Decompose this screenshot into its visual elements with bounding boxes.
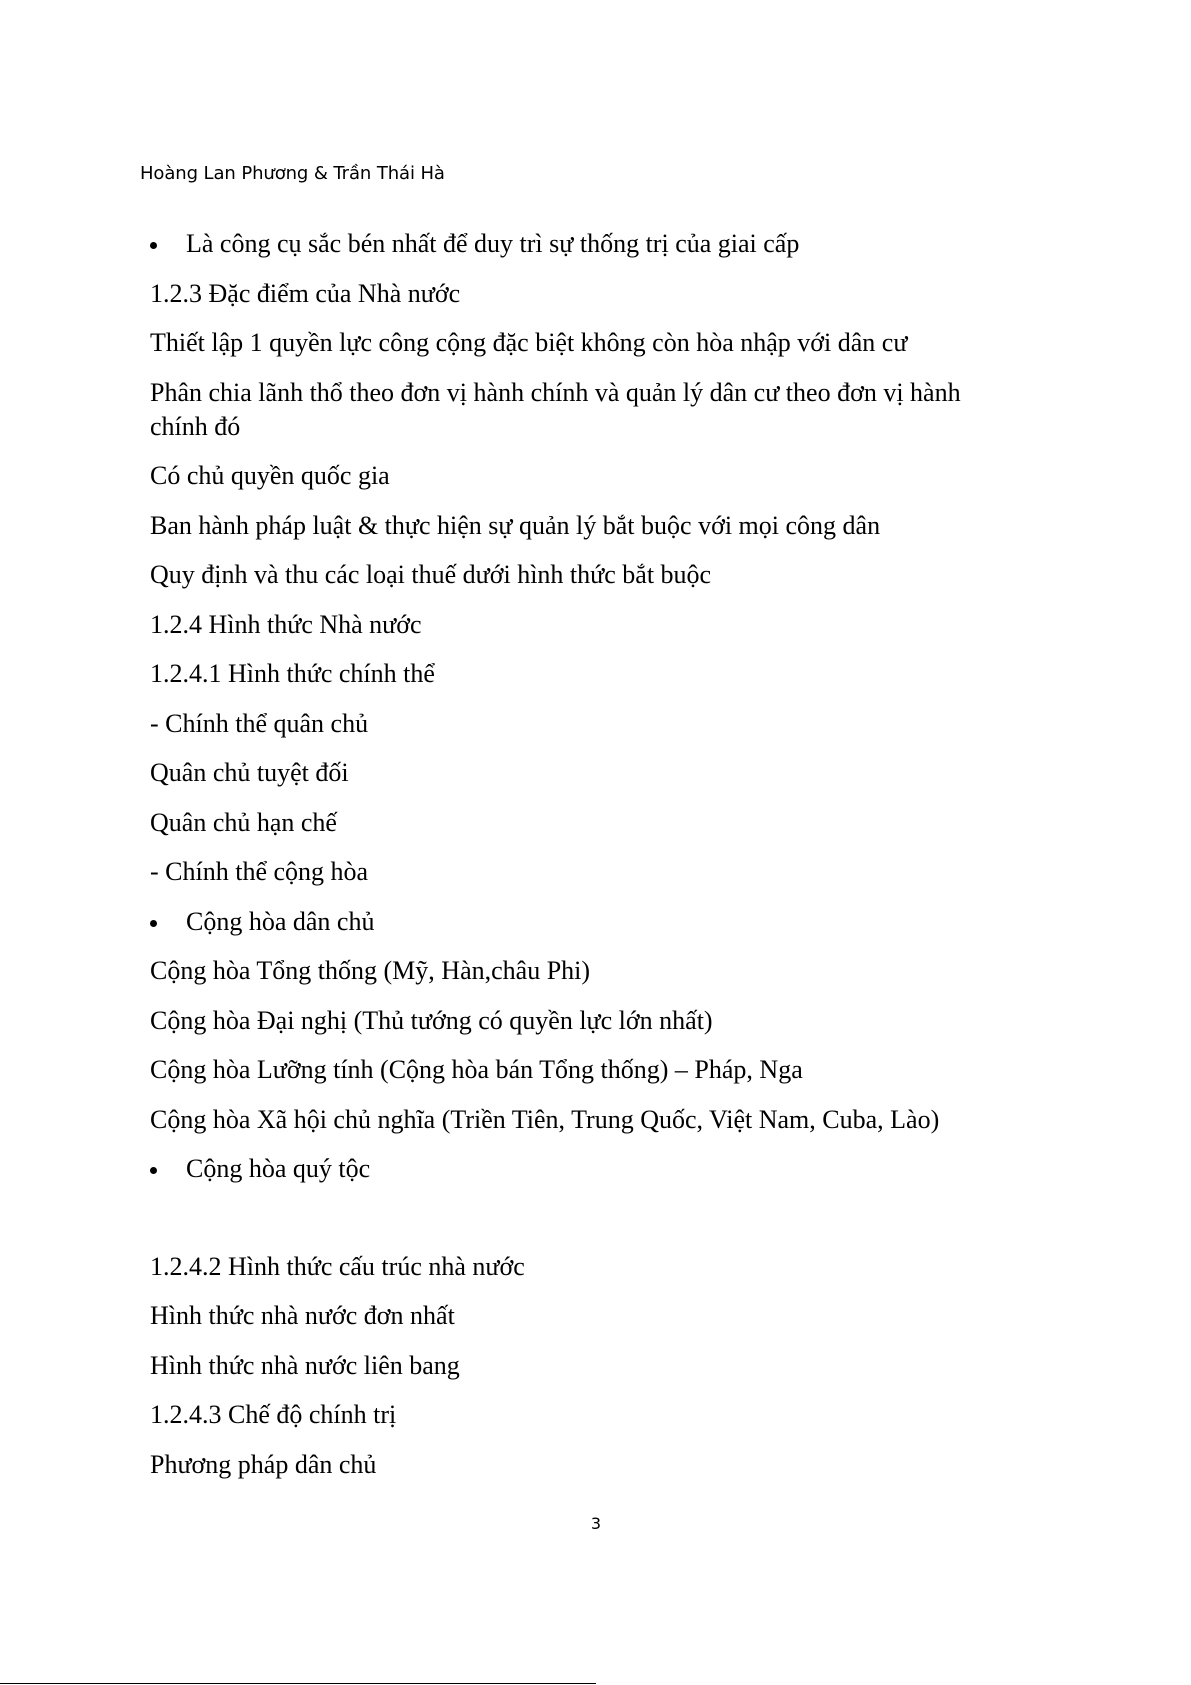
paragraph: Cộng hòa Đại nghị (Thủ tướng có quyền lực lớn nhất) xyxy=(150,1005,713,1035)
bullet-dot-icon xyxy=(150,242,157,249)
bullet-text: Cộng hòa quý tộc xyxy=(186,1154,371,1183)
paragraph: Cộng hòa Xã hội chủ nghĩa (Triền Tiên, Trung Quốc, Việt Nam, Cuba, Lào) xyxy=(150,1104,940,1134)
paragraph: Hình thức nhà nước liên bang xyxy=(150,1350,460,1380)
bullet-text: Là công cụ sắc bén nhất để duy trì sự thống trị của giai cấp xyxy=(186,229,800,258)
subsection-heading: 1.2.4.3 Chế độ chính trị xyxy=(150,1400,397,1429)
bullet-item xyxy=(150,227,1020,261)
paragraph: Có chủ quyền quốc gia xyxy=(150,461,390,490)
running-header-authors: Hoàng Lan Phương & Trần Thái Hà xyxy=(140,163,445,184)
paragraph: Thiết lập 1 quyền lực công cộng đặc biệt không còn hòa nhập với dân cư xyxy=(150,328,908,357)
paragraph: Cộng hòa Tổng thống (Mỹ, Hàn,châu Phi) xyxy=(150,956,591,985)
subsection-heading: 1.2.4.1 Hình thức chính thể xyxy=(150,659,435,688)
paragraph: Quy định và thu các loại thuế dưới hình thức bắt buộc xyxy=(150,560,712,589)
bullet-item xyxy=(150,905,1020,939)
body-text xyxy=(150,227,1020,1497)
paragraph: - Chính thể quân chủ xyxy=(150,708,369,738)
paragraph: Cộng hòa Lưỡng tính (Cộng hòa bán Tổng thống) – Pháp, Nga xyxy=(150,1055,803,1084)
paragraph: Ban hành pháp luật & thực hiện sự quản lý bắt buộc với mọi công dân xyxy=(150,510,881,540)
paragraph: Quân chủ hạn chế xyxy=(150,807,337,837)
paragraph: Hình thức nhà nước đơn nhất xyxy=(150,1301,455,1330)
paragraph: Quân chủ tuyệt đối xyxy=(150,758,349,787)
paragraph: Phương pháp dân chủ xyxy=(150,1449,377,1479)
paragraph: Phân chia lãnh thổ theo đơn vị hành chính và quản lý dân cư theo đơn vị hành chính đó xyxy=(150,377,961,441)
empty-line xyxy=(150,1202,1020,1250)
section-heading: 1.2.4 Hình thức Nhà nước xyxy=(150,609,422,639)
footnote-separator xyxy=(0,1683,596,1684)
bullet-text: Cộng hòa dân chủ xyxy=(186,906,375,936)
bullet-item xyxy=(150,1152,1020,1186)
bullet-dot-icon xyxy=(150,1167,157,1174)
bullet-dot-icon xyxy=(150,920,157,927)
page-number: 3 xyxy=(590,1514,602,1533)
paragraph: - Chính thể cộng hòa xyxy=(150,857,369,886)
subsection-heading: 1.2.4.2 Hình thức cấu trúc nhà nước xyxy=(150,1251,525,1281)
section-heading: 1.2.3 Đặc điểm của Nhà nước xyxy=(150,278,461,308)
